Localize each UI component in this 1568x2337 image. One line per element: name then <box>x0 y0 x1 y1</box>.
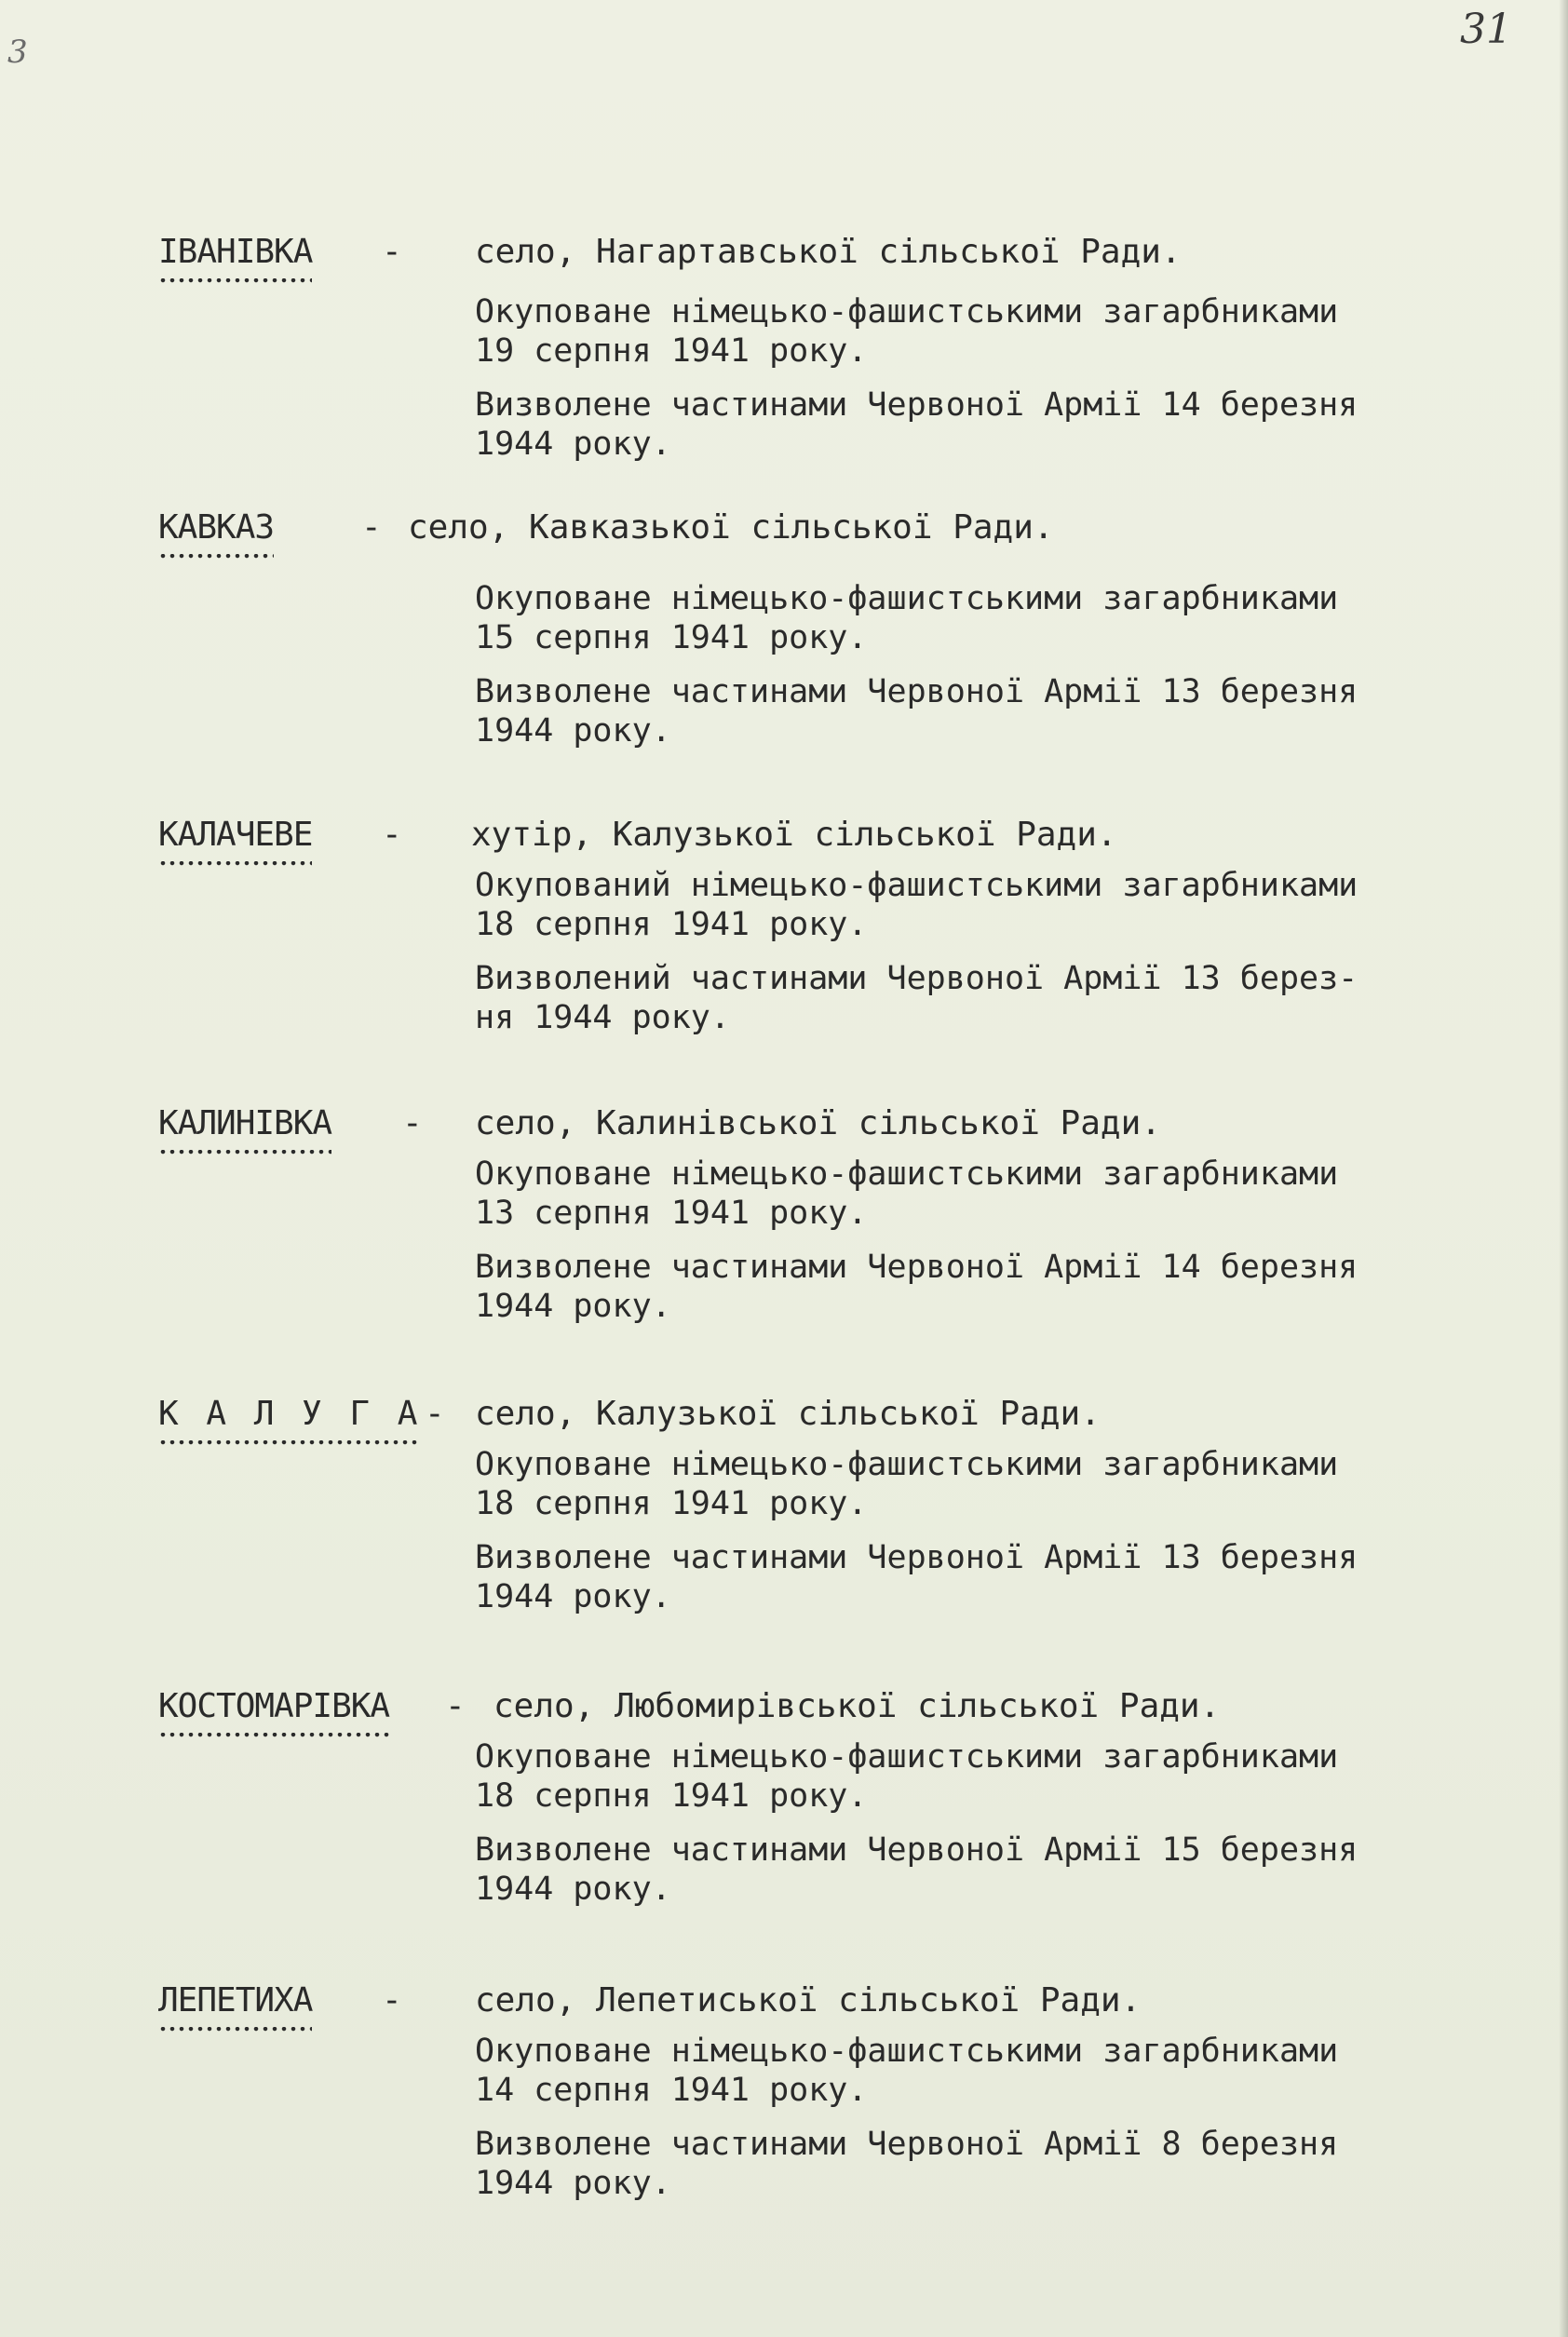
liberated-line: Визволене частинами Червоної Армії 14 березня <box>475 386 1358 424</box>
page-shadow-edge <box>1559 0 1568 2337</box>
entry-kalacheve <box>158 808 1518 1036</box>
dash: - <box>382 233 402 271</box>
dash: - <box>382 816 402 854</box>
entry-kavkaz <box>158 501 1518 750</box>
liberated-date: 1944 року. <box>475 1288 671 1325</box>
dash: - <box>425 1395 445 1433</box>
liberated-date: 1944 року. <box>475 426 671 463</box>
entry-details <box>475 579 1536 750</box>
place-description: село, Калузької сільської Ради. <box>475 1395 1101 1433</box>
entry-heading <box>158 1974 1518 2028</box>
liberated-line: Визволене частинами Червоної Армії 14 березня <box>475 1249 1358 1286</box>
place-name: КАВКАЗ <box>158 501 274 555</box>
liberated-line: Визволений частинами Червоної Армії 13 берез- <box>475 960 1358 997</box>
entry-heading <box>158 1097 1518 1151</box>
occupied-line: Окуповане німецько-фашистськими загарбниками <box>475 293 1339 331</box>
entry-details <box>475 866 1536 1037</box>
dash: - <box>402 1104 423 1142</box>
entry-kaluga <box>158 1387 1518 1615</box>
occupied-date: 13 серпня 1941 року. <box>475 1195 868 1232</box>
entry-heading <box>158 1680 1518 1734</box>
occupied-line: Окуповане німецько-фашистськими загарбниками <box>475 2033 1339 2070</box>
place-description: село, Кавказької сільської Ради. <box>408 508 1054 547</box>
liberated-line: Визволене частинами Червоної Армії 8 березня <box>475 2126 1339 2163</box>
place-description: село, Нагартавської сільської Ради. <box>475 233 1182 271</box>
entry-details <box>475 1737 1536 1909</box>
place-name: К А Л У Г А <box>158 1387 421 1441</box>
entry-details <box>475 292 1536 464</box>
dash: - <box>361 508 382 547</box>
liberated-line: Визволене частинами Червоної Армії 13 березня <box>475 1539 1358 1576</box>
entry-ivanivka <box>158 225 1518 463</box>
occupied-line: Окупований німецько-фашистськими загарбниками <box>475 867 1358 904</box>
entry-details <box>475 1155 1536 1326</box>
entry-details <box>475 2032 1536 2203</box>
page-number: 31 <box>1460 6 1512 53</box>
corner-mark: 3 <box>7 34 28 71</box>
liberated-line: Визволене частинами Червоної Армії 13 березня <box>475 673 1358 710</box>
occupied-date: 14 серпня 1941 року. <box>475 2072 868 2109</box>
entry-details <box>475 1445 1536 1616</box>
occupied-line: Окуповане німецько-фашистськими загарбниками <box>475 1446 1339 1483</box>
entry-lepetykha <box>158 1974 1518 2202</box>
place-description: село, Калинівської сільської Ради. <box>475 1104 1161 1142</box>
occupied-date: 18 серпня 1941 року. <box>475 906 868 943</box>
liberated-date: ня 1944 року. <box>475 999 730 1036</box>
place-name: ІВАНІВКА <box>158 225 312 279</box>
occupied-line: Окуповане німецько-фашистськими загарбниками <box>475 580 1339 617</box>
occupied-date: 18 серпня 1941 року. <box>475 1485 868 1522</box>
liberated-date: 1944 року. <box>475 1578 671 1615</box>
place-description: хутір, Калузької сільської Ради. <box>471 816 1117 854</box>
liberated-date: 1944 року. <box>475 2165 671 2202</box>
place-name: КАЛИНІВКА <box>158 1097 331 1151</box>
liberated-date: 1944 року. <box>475 1871 671 1908</box>
place-description: село, Лепетиської сільської Ради. <box>475 1981 1142 2020</box>
entry-heading <box>158 501 1518 555</box>
entry-heading <box>158 808 1518 862</box>
occupied-date: 19 серпня 1941 року. <box>475 332 868 370</box>
entry-kostomarivka <box>158 1680 1518 1908</box>
entry-heading <box>158 225 1518 279</box>
entry-heading <box>158 1387 1518 1441</box>
occupied-line: Окуповане німецько-фашистськими загарбниками <box>475 1738 1339 1776</box>
entry-kalynivka <box>158 1097 1518 1325</box>
place-name: КОСТОМАРІВКА <box>158 1680 389 1734</box>
place-description: село, Любомирівської сільської Ради. <box>493 1687 1221 1725</box>
liberated-date: 1944 року. <box>475 712 671 750</box>
dash: - <box>382 1981 402 2020</box>
liberated-line: Визволене частинами Червоної Армії 15 березня <box>475 1831 1358 1869</box>
occupied-date: 18 серпня 1941 року. <box>475 1777 868 1815</box>
dash: - <box>445 1687 466 1725</box>
occupied-date: 15 серпня 1941 року. <box>475 619 868 656</box>
place-name: КАЛАЧЕВЕ <box>158 808 312 862</box>
occupied-line: Окуповане німецько-фашистськими загарбниками <box>475 1155 1339 1193</box>
place-name: ЛЕПЕТИХА <box>158 1974 312 2028</box>
